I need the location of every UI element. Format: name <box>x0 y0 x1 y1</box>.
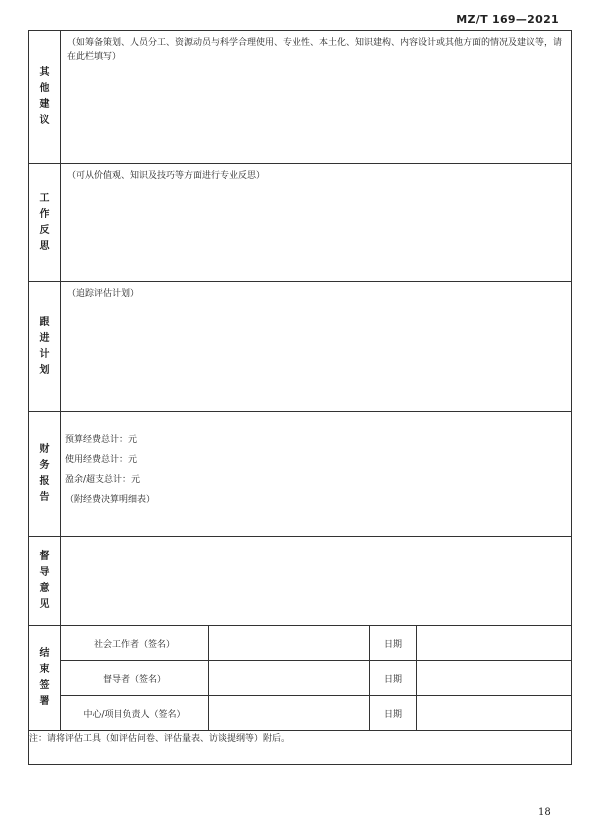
role-social-worker: 社会工作者（签名） <box>61 626 209 661</box>
date-field-project-lead[interactable] <box>417 696 572 731</box>
date-field-supervisor[interactable] <box>417 661 572 696</box>
footnote: 注：请将评估工具（如评估问卷、评估量表、访谈提纲等）附后。 <box>29 731 572 765</box>
row-note <box>29 731 572 765</box>
row-other-suggestions <box>29 31 572 164</box>
date-label-social-worker: 日期 <box>370 626 417 661</box>
label-financial-report: 财务报告 <box>29 412 61 537</box>
field-other-suggestions[interactable] <box>61 31 572 164</box>
row-financial-report <box>29 412 572 537</box>
standard-number: MZ/T 169—2021 <box>456 13 559 26</box>
signature-field-project-lead[interactable] <box>209 696 370 731</box>
label-supervision-opinion: 督导意见 <box>29 537 61 626</box>
signature-field-supervisor[interactable] <box>209 661 370 696</box>
attachment-note: （附经费决算明细表） <box>65 495 156 505</box>
row-supervision-opinion <box>29 537 572 626</box>
row-work-reflection <box>29 164 572 282</box>
row-follow-up-plan <box>29 282 572 412</box>
signoff-row-supervisor <box>29 661 572 696</box>
hint-other-suggestions: （如筹备策划、人员分工、资源动员与科学合理使用、专业性、本土化、知识建构、内容设计或其他方面的情况及建议等，请在此栏填写） <box>67 38 563 62</box>
hint-work-reflection: （可从价值观、知识及技巧等方面进行专业反思） <box>67 171 266 181</box>
role-project-lead: 中心/项目负责人（签名） <box>61 696 209 731</box>
field-supervision-opinion[interactable] <box>61 537 572 626</box>
evaluation-form-table <box>28 30 572 765</box>
label-other-suggestions: 其他建议 <box>29 31 61 164</box>
page-number: 18 <box>538 807 551 818</box>
signoff-row-social-worker <box>29 626 572 661</box>
label-signoff: 结束签署 <box>29 626 61 731</box>
signoff-row-project-lead <box>29 696 572 731</box>
surplus-deficit-total: 盈余/超支总计：元 <box>65 475 141 485</box>
field-follow-up-plan[interactable] <box>61 282 572 412</box>
hint-follow-up-plan: （追踪评估计划） <box>67 289 140 299</box>
date-label-project-lead: 日期 <box>370 696 417 731</box>
expense-total: 使用经费总计：元 <box>65 455 138 465</box>
date-field-social-worker[interactable] <box>417 626 572 661</box>
signature-field-social-worker[interactable] <box>209 626 370 661</box>
field-financial-report[interactable] <box>61 412 572 537</box>
label-work-reflection: 工作反思 <box>29 164 61 282</box>
budget-total: 预算经费总计：元 <box>65 435 138 445</box>
field-work-reflection[interactable] <box>61 164 572 282</box>
role-supervisor: 督导者（签名） <box>61 661 209 696</box>
date-label-supervisor: 日期 <box>370 661 417 696</box>
label-follow-up-plan: 跟进计划 <box>29 282 61 412</box>
